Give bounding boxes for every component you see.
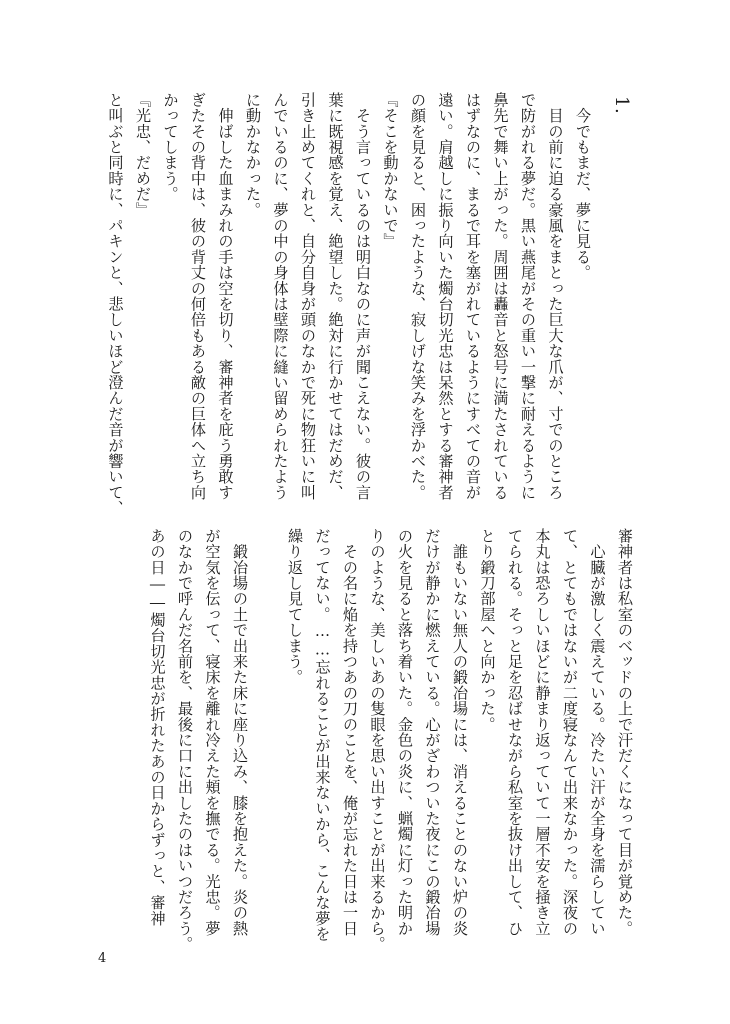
text-line: だけが静かに燃えている。心がざわついた夜にこの鍛冶場 bbox=[423, 528, 442, 937]
text-line: 繰り返し見てしまう。 bbox=[286, 528, 304, 685]
text-line: 伸ばした血まみれの手は空を切り、審神者を庇う勇敢す bbox=[216, 92, 235, 501]
text-line: だってない。……忘れることが出来ないから、こんな夢を bbox=[313, 528, 332, 942]
text-line: 本丸は恐ろしいほどに静まり返っていて一層不安を掻き立 bbox=[533, 528, 552, 937]
text-line: 『そこを動かないで』 bbox=[381, 92, 400, 249]
text-line: 葉に既視感を覚え、絶望した。絶対に行かせてはだめだ、 bbox=[326, 92, 345, 501]
text-line: 『光忠、だめだ』 bbox=[134, 92, 152, 218]
text-line: 遠い。肩越しに振り向いた燭台切光忠は呆然とする審神者 bbox=[436, 92, 455, 501]
text-line: が空気を伝って、寝床を離れ冷えた頬を撫でる。光忠。夢 bbox=[203, 528, 222, 937]
text-line: あの日――燭台切光忠が折れたあの日からずっと、審神 bbox=[148, 528, 167, 927]
text-line: 目の前に迫る豪風をまとった巨大な爪が、寸でのところ bbox=[546, 92, 565, 501]
upper-text-block bbox=[95, 92, 632, 516]
text-line: の火を見ると落ち着いた。金色の炎に、蝋燭に灯った明か bbox=[396, 528, 414, 937]
chapter-heading: 1. bbox=[611, 96, 632, 115]
text-line: で防がれる夢だ。黒い燕尾がその重い一撃に耐えるように bbox=[519, 92, 537, 501]
text-line: かってしまう。 bbox=[161, 92, 180, 202]
text-line: て、とてもではないが二度寝なんて出来なかった。深夜の bbox=[561, 528, 579, 937]
text-line: 引き止めてくれと、自分自身が頭のなかで死に物狂いに叫 bbox=[299, 92, 317, 501]
text-line: 鍛冶場の土で出来た床に座り込み、膝を抱えた。炎の熱 bbox=[231, 528, 249, 937]
text-line: 誰もいない無人の鍛冶場には、消えることのない炉の炎 bbox=[451, 528, 469, 937]
text-line: その名に焔を持つあの刀のことを、俺が忘れた日は一日 bbox=[341, 528, 359, 937]
text-line: んでいるのに、夢の中の身体は壁際に縫い留められたよう bbox=[271, 92, 290, 501]
text-line: 審神者は私室のベッドの上で汗だくになって目が覚めた。 bbox=[616, 528, 634, 937]
text-line: に動かなかった。 bbox=[244, 92, 262, 218]
text-line: てられる。そっと足を忍ばせながら私室を抜け出して、ひ bbox=[506, 528, 524, 937]
text-line: ぎたその背中は、彼の背丈の何倍もある敵の巨体へ立ち向 bbox=[189, 92, 207, 501]
text-line: りのような、美しいあの隻眼を思い出すことが出来るから。 bbox=[368, 528, 387, 952]
text-line: 心臓が激しく震えている。冷たい汗が全身を濡らしてい bbox=[588, 528, 607, 937]
text-line: と叫ぶと同時に、パキンと、悲しいほど澄んだ音が響いて、 bbox=[106, 92, 125, 516]
text-line: のなかで呼んだ名前を、最後に口に出したのはいつだろう。 bbox=[176, 528, 194, 952]
text-line: とり鍛刀部屋へと向かった。 bbox=[478, 528, 497, 733]
lower-text-block bbox=[137, 528, 632, 952]
page-number: 4 bbox=[98, 951, 107, 966]
text-line: そう言っているのは明白なのに声が聞こえない。彼の言 bbox=[354, 92, 372, 501]
text-line: の顔を見ると、困ったような、寂しげな笑みを浮かべた。 bbox=[409, 92, 427, 501]
text-line: 今でもまだ、夢に見る。 bbox=[574, 92, 592, 281]
text-line: 鼻先で舞い上がった。周囲は轟音と怒号に満たされている bbox=[491, 92, 510, 501]
text-line: はずなのに、まるで耳を塞がれているようにすべての音が bbox=[464, 92, 482, 501]
